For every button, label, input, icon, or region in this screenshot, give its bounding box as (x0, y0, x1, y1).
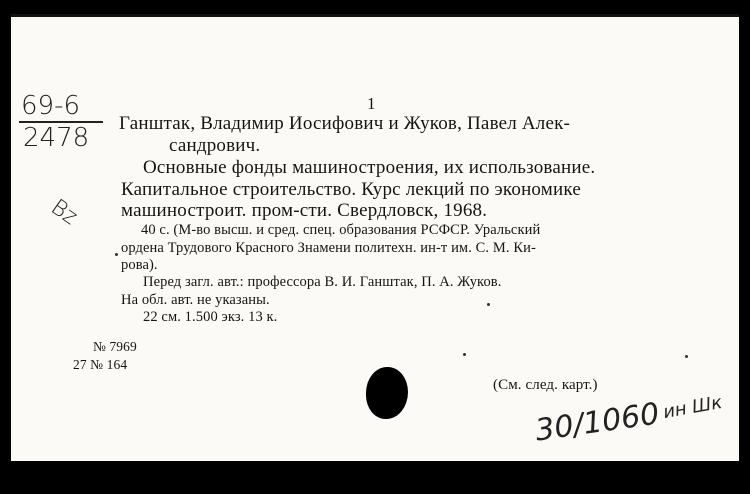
speck (487, 303, 490, 306)
description-line-3: рова). (121, 257, 158, 273)
physical-description: 22 см. 1.500 экз. 13 к. (143, 309, 278, 325)
handwritten-note: Bz (46, 194, 82, 231)
speck (463, 353, 466, 356)
title-line-3: машиностроит. пром-сти. Свердловск, 1968. (121, 200, 488, 221)
record-number-1: № 7969 (93, 339, 137, 354)
speck (115, 253, 118, 256)
card-number: 1 (367, 94, 376, 113)
shelfmark-bottom: 2478 (23, 123, 90, 153)
record-number-2: 27 № 164 (73, 357, 128, 372)
notes-line-1: Перед загл. авт.: профессора В. И. Ганштак, П. А. Жуков. (143, 274, 502, 290)
description-line-1: 40 с. (М-во высш. и сред. спец. образования РСФСР. Уральский (141, 222, 541, 238)
ink-blot (366, 367, 408, 419)
heading-line-1: Ганштак, Владимир Иосифович и Жуков, Павел Алек- (119, 113, 571, 134)
handwritten-code: 30/1060 (533, 396, 662, 449)
notes-line-2: На обл. авт. не указаны. (121, 292, 270, 308)
continuation-note: (См. след. карт.) (493, 377, 598, 393)
catalog-card (11, 14, 739, 461)
heading-line-2: сандрович. (169, 135, 261, 156)
handwritten-mark: ин Шк (661, 392, 724, 423)
speck (685, 355, 688, 358)
description-line-2: ордена Трудового Красного Знамени политехн. ин-т им. С. М. Ки- (121, 240, 536, 256)
title-line-2: Капитальное строительство. Курс лекций по экономике (121, 179, 581, 200)
title-line-1: Основные фонды машиностроения, их использование. (143, 157, 596, 178)
shelfmark-top: 69-6 (21, 91, 81, 121)
